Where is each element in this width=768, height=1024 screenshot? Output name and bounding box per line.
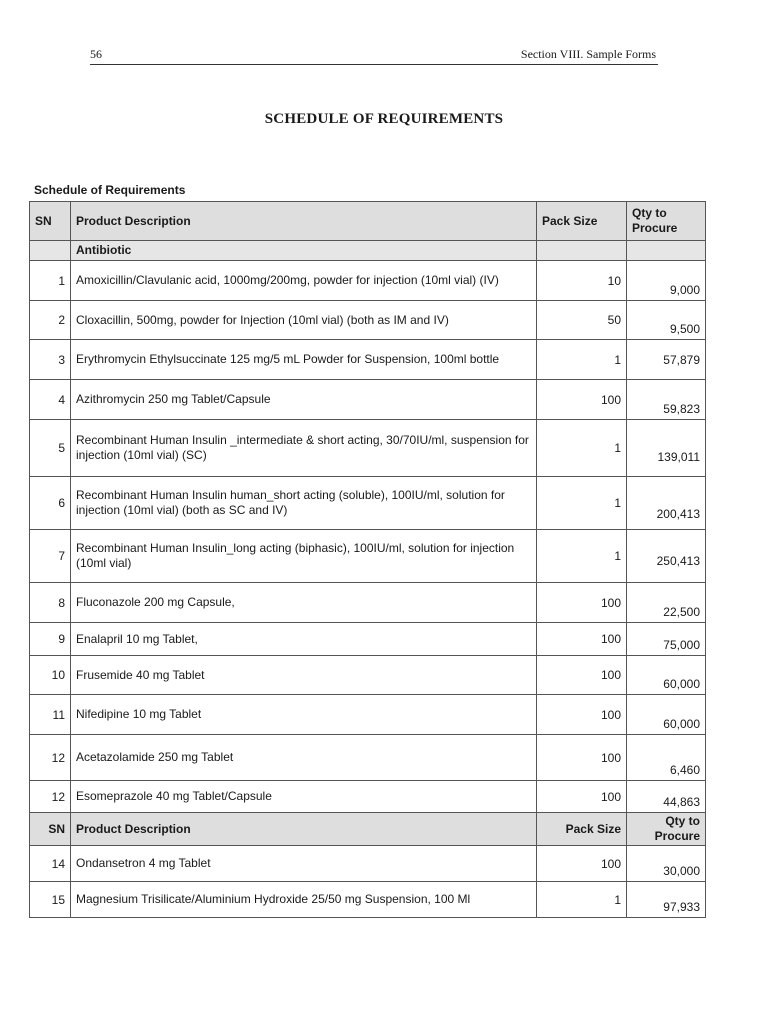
table-row: [30, 261, 706, 301]
header-description: Product Description: [71, 813, 537, 846]
row-description: Frusemide 40 mg Tablet: [71, 656, 537, 695]
row-qty: 200,413: [627, 477, 706, 530]
row-description: Erythromycin Ethylsuccinate 125 mg/5 mL Powder for Suspension, 100ml bottle: [71, 340, 537, 380]
document-title: SCHEDULE OF REQUIREMENTS: [264, 111, 504, 127]
row-description: Fluconazole 200 mg Capsule,: [71, 583, 537, 623]
row-sn: 11: [30, 695, 71, 735]
row-qty: 75,000: [627, 623, 706, 656]
row-pack-size: 100: [537, 735, 627, 781]
row-sn: 6: [30, 477, 71, 530]
row-pack-size: 10: [537, 261, 627, 301]
row-description: Recombinant Human Insulin _intermediate & short acting, 30/70IU/ml, suspension for injection (10ml vial) (SC): [71, 420, 537, 477]
row-description: Enalapril 10 mg Tablet,: [71, 623, 537, 656]
page-number: 56: [90, 47, 102, 61]
category-row: [30, 241, 706, 261]
table-row: [30, 477, 706, 530]
row-pack-size: 100: [537, 583, 627, 623]
row-pack-size: 100: [537, 380, 627, 420]
row-pack-size: 100: [537, 656, 627, 695]
table-header-row-repeat: [30, 813, 706, 846]
table-row: [30, 301, 706, 340]
row-description: Azithromycin 250 mg Tablet/Capsule: [71, 380, 537, 420]
row-description: Nifedipine 10 mg Tablet: [71, 695, 537, 735]
row-qty: 57,879: [627, 340, 706, 380]
row-sn: 14: [30, 846, 71, 882]
table-row: [30, 735, 706, 781]
row-description: Magnesium Trisilicate/Aluminium Hydroxide 25/50 mg Suspension, 100 Ml: [71, 882, 537, 918]
row-description: Ondansetron 4 mg Tablet: [71, 846, 537, 882]
header-description: Product Description: [71, 202, 537, 241]
row-sn: 8: [30, 583, 71, 623]
table-row: [30, 846, 706, 882]
row-description: Recombinant Human Insulin_long acting (biphasic), 100IU/ml, solution for injection (10ml vial): [71, 530, 537, 583]
row-qty: 139,011: [627, 420, 706, 477]
table-row: [30, 882, 706, 918]
row-pack-size: 1: [537, 530, 627, 583]
row-qty: 6,460: [627, 735, 706, 781]
row-description: Cloxacillin, 500mg, powder for Injection (10ml vial) (both as IM and IV): [71, 301, 537, 340]
row-description: Acetazolamide 250 mg Tablet: [71, 735, 537, 781]
row-pack-size: 1: [537, 882, 627, 918]
table-caption: Schedule of Requirements: [34, 183, 186, 197]
row-description: Amoxicillin/Clavulanic acid, 1000mg/200mg, powder for injection (10ml vial) (IV): [71, 261, 537, 301]
row-sn: 7: [30, 530, 71, 583]
row-sn: 1: [30, 261, 71, 301]
header-qty: Qty to Procure: [627, 202, 706, 241]
row-sn: 12: [30, 781, 71, 813]
row-description: Esomeprazole 40 mg Tablet/Capsule: [71, 781, 537, 813]
page-header: [90, 46, 658, 65]
row-qty: 60,000: [627, 695, 706, 735]
header-sn: SN: [30, 813, 71, 846]
section-title: Section VIII. Sample Forms: [520, 47, 656, 61]
row-sn: 4: [30, 380, 71, 420]
row-sn: 9: [30, 623, 71, 656]
row-qty: 9,000: [627, 261, 706, 301]
header-sn: SN: [30, 202, 71, 241]
table-row: [30, 781, 706, 813]
row-pack-size: 1: [537, 340, 627, 380]
row-qty: 250,413: [627, 530, 706, 583]
row-qty: 44,863: [627, 781, 706, 813]
table-row: [30, 583, 706, 623]
requirements-table: [29, 201, 706, 918]
table-header-row: [30, 202, 706, 241]
table-row: [30, 340, 706, 380]
row-pack-size: 100: [537, 623, 627, 656]
row-sn: 5: [30, 420, 71, 477]
header-qty: Qty to Procure: [627, 813, 706, 846]
row-qty: 59,823: [627, 380, 706, 420]
row-qty: 22,500: [627, 583, 706, 623]
header-pack-size: Pack Size: [537, 202, 627, 241]
row-sn: 2: [30, 301, 71, 340]
row-pack-size: 100: [537, 781, 627, 813]
row-sn: 15: [30, 882, 71, 918]
row-pack-size: 100: [537, 846, 627, 882]
row-pack-size: 100: [537, 695, 627, 735]
row-sn: 10: [30, 656, 71, 695]
table-row: [30, 623, 706, 656]
row-pack-size: 1: [537, 420, 627, 477]
header-pack-size: Pack Size: [537, 813, 627, 846]
table-row: [30, 695, 706, 735]
row-qty: 9,500: [627, 301, 706, 340]
row-pack-size: 1: [537, 477, 627, 530]
row-qty: 30,000: [627, 846, 706, 882]
row-sn: 3: [30, 340, 71, 380]
table-row: [30, 380, 706, 420]
row-qty: 97,933: [627, 882, 706, 918]
row-qty: 60,000: [627, 656, 706, 695]
row-pack-size: 50: [537, 301, 627, 340]
category-label: Antibiotic: [71, 241, 537, 261]
row-description: Recombinant Human Insulin human_short acting (soluble), 100IU/ml, solution for injection (10ml vial) (both as SC and IV): [71, 477, 537, 530]
table-row: [30, 530, 706, 583]
row-sn: 12: [30, 735, 71, 781]
table-row: [30, 420, 706, 477]
table-row: [30, 656, 706, 695]
